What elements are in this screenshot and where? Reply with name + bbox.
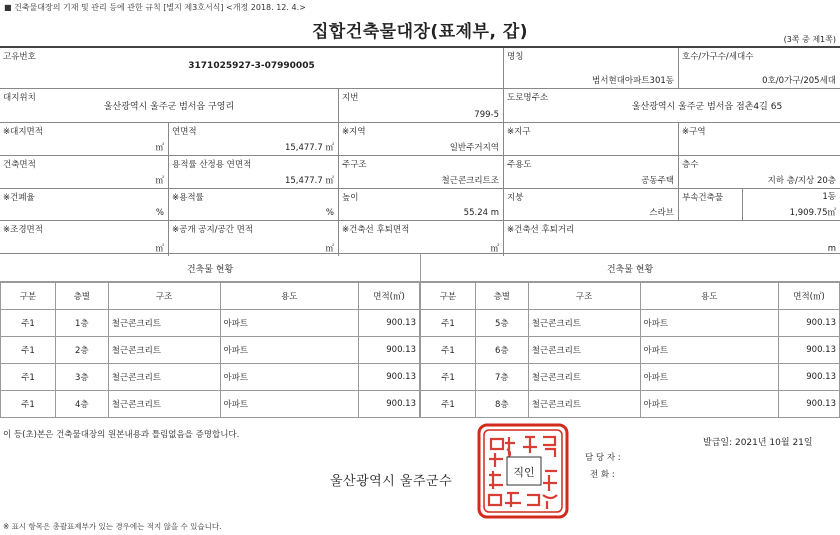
cell-use: 아파트 xyxy=(640,391,779,418)
road-address-value: 울산광역시 울주군 범서읍 점촌4길 65 xyxy=(631,102,783,112)
col-header-structure: 구조 xyxy=(108,283,220,310)
table-row xyxy=(1,310,420,337)
unique-no-value: 3171025927-3-07990005 xyxy=(188,61,315,71)
issuer-name: 울산광역시 울주군수 xyxy=(330,474,453,489)
unique-no-label: 고유번호 xyxy=(3,52,36,62)
landscape-area-label: ※조경면적 xyxy=(3,225,43,235)
setback-distance-cell xyxy=(503,220,840,256)
cell-structure: 철근콘크리트 xyxy=(108,391,220,418)
far-floor-area-cell xyxy=(168,155,338,188)
site-location-cell xyxy=(0,88,338,122)
far-value: % xyxy=(325,208,334,218)
far-label: ※용적률 xyxy=(172,193,204,203)
name-value: 범서현대아파트301동 xyxy=(592,76,674,86)
cell-use: 아파트 xyxy=(220,310,359,337)
col-header-area: 면적(㎡) xyxy=(359,283,420,310)
floors-cell xyxy=(678,155,840,188)
far-cell xyxy=(168,188,338,220)
issue-date: 발급일: 2021년 10월 21일 xyxy=(703,438,813,448)
cell-structure: 철근콘크리트 xyxy=(528,310,640,337)
annex-cell xyxy=(678,188,742,220)
official-seal xyxy=(477,423,569,519)
floors-table-right xyxy=(420,282,840,418)
road-address-label: 도로명주소 xyxy=(507,93,549,103)
building-info-grid xyxy=(0,46,840,254)
site-location-value: 울산광역시 울주군 범서읍 구영리 xyxy=(103,102,235,112)
zone-value: 일반주거지역 xyxy=(449,143,499,153)
setback-area-value: ㎡ xyxy=(490,244,499,254)
height-label: 높이 xyxy=(342,193,359,203)
cell-floor: 4층 xyxy=(55,391,108,418)
units-cell xyxy=(678,48,840,88)
table-row xyxy=(421,310,840,337)
cell-area: 900.13 xyxy=(359,310,420,337)
main-use-label: 주용도 xyxy=(507,160,532,170)
height-value: 55.24 m xyxy=(463,208,499,218)
cell-type: 주1 xyxy=(1,337,56,364)
lot-no-cell xyxy=(338,88,503,122)
phone-label: 전 화 : xyxy=(590,470,615,480)
cell-floor: 7층 xyxy=(475,364,528,391)
district-label: ※지구 xyxy=(507,127,531,137)
far-floor-area-value: 15,477.7 ㎡ xyxy=(284,176,334,186)
zone-cell xyxy=(338,122,503,155)
annex-values-cell xyxy=(742,188,840,220)
open-space-cell xyxy=(168,220,338,256)
main-structure-value: 철근콘크리트조 xyxy=(441,176,499,186)
annex-label: 부속건축물 xyxy=(682,193,724,203)
table-row xyxy=(1,391,420,418)
building-area-cell xyxy=(0,155,168,188)
site-area-value: ㎡ xyxy=(155,143,164,153)
footer-note: ※ 표시 항목은 총괄표제부가 있는 경우에는 적지 않을 수 있습니다. xyxy=(3,522,222,531)
floors-table-left xyxy=(0,282,420,418)
total-floor-area-value: 15,477.7 ㎡ xyxy=(284,143,334,153)
building-area-label: 건축면적 xyxy=(3,160,36,170)
table-row xyxy=(1,364,420,391)
open-space-value: ㎡ xyxy=(325,244,334,254)
site-area-label: ※대지면적 xyxy=(3,127,43,137)
main-structure-label: 주구조 xyxy=(342,160,367,170)
cell-structure: 철근콘크리트 xyxy=(108,364,220,391)
total-floor-area-label: 연면적 xyxy=(172,127,197,137)
cell-structure: 철근콘크리트 xyxy=(528,337,640,364)
cell-type: 주1 xyxy=(1,391,56,418)
table-header-row xyxy=(1,283,420,310)
col-header-type: 구분 xyxy=(1,283,56,310)
height-cell xyxy=(338,188,503,220)
lot-no-value: 799-5 xyxy=(474,110,499,120)
seal-stamp-text: 직인 xyxy=(513,466,535,479)
col-header-use: 용도 xyxy=(220,283,359,310)
certification-statement: 이 등(초)본은 건축물대장의 원본내용과 틀림없음을 증명합니다. xyxy=(3,430,240,440)
setback-area-label: ※건축선 후퇴면적 xyxy=(342,225,410,235)
units-label: 호수/가구수/세대수 xyxy=(682,52,754,62)
floors-title-bar xyxy=(0,254,840,282)
table-row xyxy=(421,391,840,418)
area-zone-label: ※구역 xyxy=(682,127,706,137)
cell-type: 주1 xyxy=(421,337,476,364)
name-cell xyxy=(503,48,678,88)
cell-structure: 철근콘크리트 xyxy=(528,391,640,418)
cell-use: 아파트 xyxy=(640,310,779,337)
cell-area: 900.13 xyxy=(779,337,840,364)
col-header-floor: 층별 xyxy=(55,283,108,310)
units-value: 0호/0가구/205세대 xyxy=(762,76,836,86)
unique-no-cell xyxy=(0,48,503,88)
cell-area: 900.13 xyxy=(359,364,420,391)
table-row xyxy=(421,364,840,391)
cell-floor: 8층 xyxy=(475,391,528,418)
setback-distance-label: ※건축선 후퇴거리 xyxy=(507,225,575,235)
main-structure-cell xyxy=(338,155,503,188)
cell-area: 900.13 xyxy=(779,364,840,391)
cell-floor: 2층 xyxy=(55,337,108,364)
site-location-label: 대지위치 xyxy=(3,93,36,103)
area-zone-cell xyxy=(678,122,840,155)
table-row xyxy=(1,337,420,364)
cell-use: 아파트 xyxy=(640,364,779,391)
road-address-cell xyxy=(503,88,840,122)
roof-label: 지붕 xyxy=(507,193,524,203)
col-header-floor: 층별 xyxy=(475,283,528,310)
cell-area: 900.13 xyxy=(359,337,420,364)
total-floor-area-cell xyxy=(168,122,338,155)
cell-floor: 5층 xyxy=(475,310,528,337)
district-cell xyxy=(503,122,678,155)
col-header-type: 구분 xyxy=(421,283,476,310)
cell-area: 900.13 xyxy=(359,391,420,418)
cell-floor: 3층 xyxy=(55,364,108,391)
annex-area-value: 1,909.75㎡ xyxy=(789,208,836,218)
floors-value: 지하 층/지상 20층 xyxy=(767,176,836,186)
cell-structure: 철근콘크리트 xyxy=(528,364,640,391)
open-space-label: ※공개 공지/공간 면적 xyxy=(172,225,254,235)
official-seal-graphic xyxy=(477,423,569,519)
cell-use: 아파트 xyxy=(220,364,359,391)
form-legal-note: ■ 건축물대장의 기재 및 관리 등에 관한 규칙 [별지 제3호서식] <개정 2018. 12. 4.> xyxy=(4,3,306,12)
table-row xyxy=(421,337,840,364)
floors-label: 층수 xyxy=(682,160,699,170)
building-area-value: ㎡ xyxy=(155,176,164,186)
cell-floor: 6층 xyxy=(475,337,528,364)
annex-count-value: 1동 xyxy=(822,192,836,202)
bcr-cell xyxy=(0,188,168,220)
cell-area: 900.13 xyxy=(779,391,840,418)
bcr-label: ※건폐율 xyxy=(3,193,35,203)
table-header-row xyxy=(421,283,840,310)
setback-distance-value: m xyxy=(827,244,836,254)
manager-label: 담 당 자 : xyxy=(585,453,621,463)
roof-cell xyxy=(503,188,678,220)
main-use-cell xyxy=(503,155,678,188)
cell-type: 주1 xyxy=(421,310,476,337)
bcr-value: % xyxy=(155,208,164,218)
cell-structure: 철근콘크리트 xyxy=(108,337,220,364)
cell-use: 아파트 xyxy=(220,391,359,418)
cell-floor: 1층 xyxy=(55,310,108,337)
lot-no-label: 지번 xyxy=(342,93,359,103)
floors-right-title: 건축물 현황 xyxy=(606,265,654,275)
col-header-use: 용도 xyxy=(640,283,779,310)
cell-use: 아파트 xyxy=(220,337,359,364)
page-count: (3쪽 중 제1쪽) xyxy=(783,35,836,44)
col-header-area: 면적(㎡) xyxy=(779,283,840,310)
floors-left-title: 건축물 현황 xyxy=(186,265,234,275)
cell-area: 900.13 xyxy=(779,310,840,337)
landscape-area-cell xyxy=(0,220,168,256)
col-header-structure: 구조 xyxy=(528,283,640,310)
far-floor-area-label: 용적률 산정용 연면적 xyxy=(172,160,252,170)
cell-type: 주1 xyxy=(1,364,56,391)
cell-type: 주1 xyxy=(1,310,56,337)
main-use-value: 공동주택 xyxy=(641,176,674,186)
zone-label: ※지역 xyxy=(342,127,366,137)
cell-type: 주1 xyxy=(421,364,476,391)
document-title: 집합건축물대장(표제부, 갑) xyxy=(311,22,529,42)
cell-type: 주1 xyxy=(421,391,476,418)
name-label: 명칭 xyxy=(507,52,524,62)
site-area-cell xyxy=(0,122,168,155)
cell-use: 아파트 xyxy=(640,337,779,364)
landscape-area-value: ㎡ xyxy=(155,244,164,254)
setback-area-cell xyxy=(338,220,503,256)
cell-structure: 철근콘크리트 xyxy=(108,310,220,337)
roof-value: 스라브 xyxy=(649,208,674,218)
